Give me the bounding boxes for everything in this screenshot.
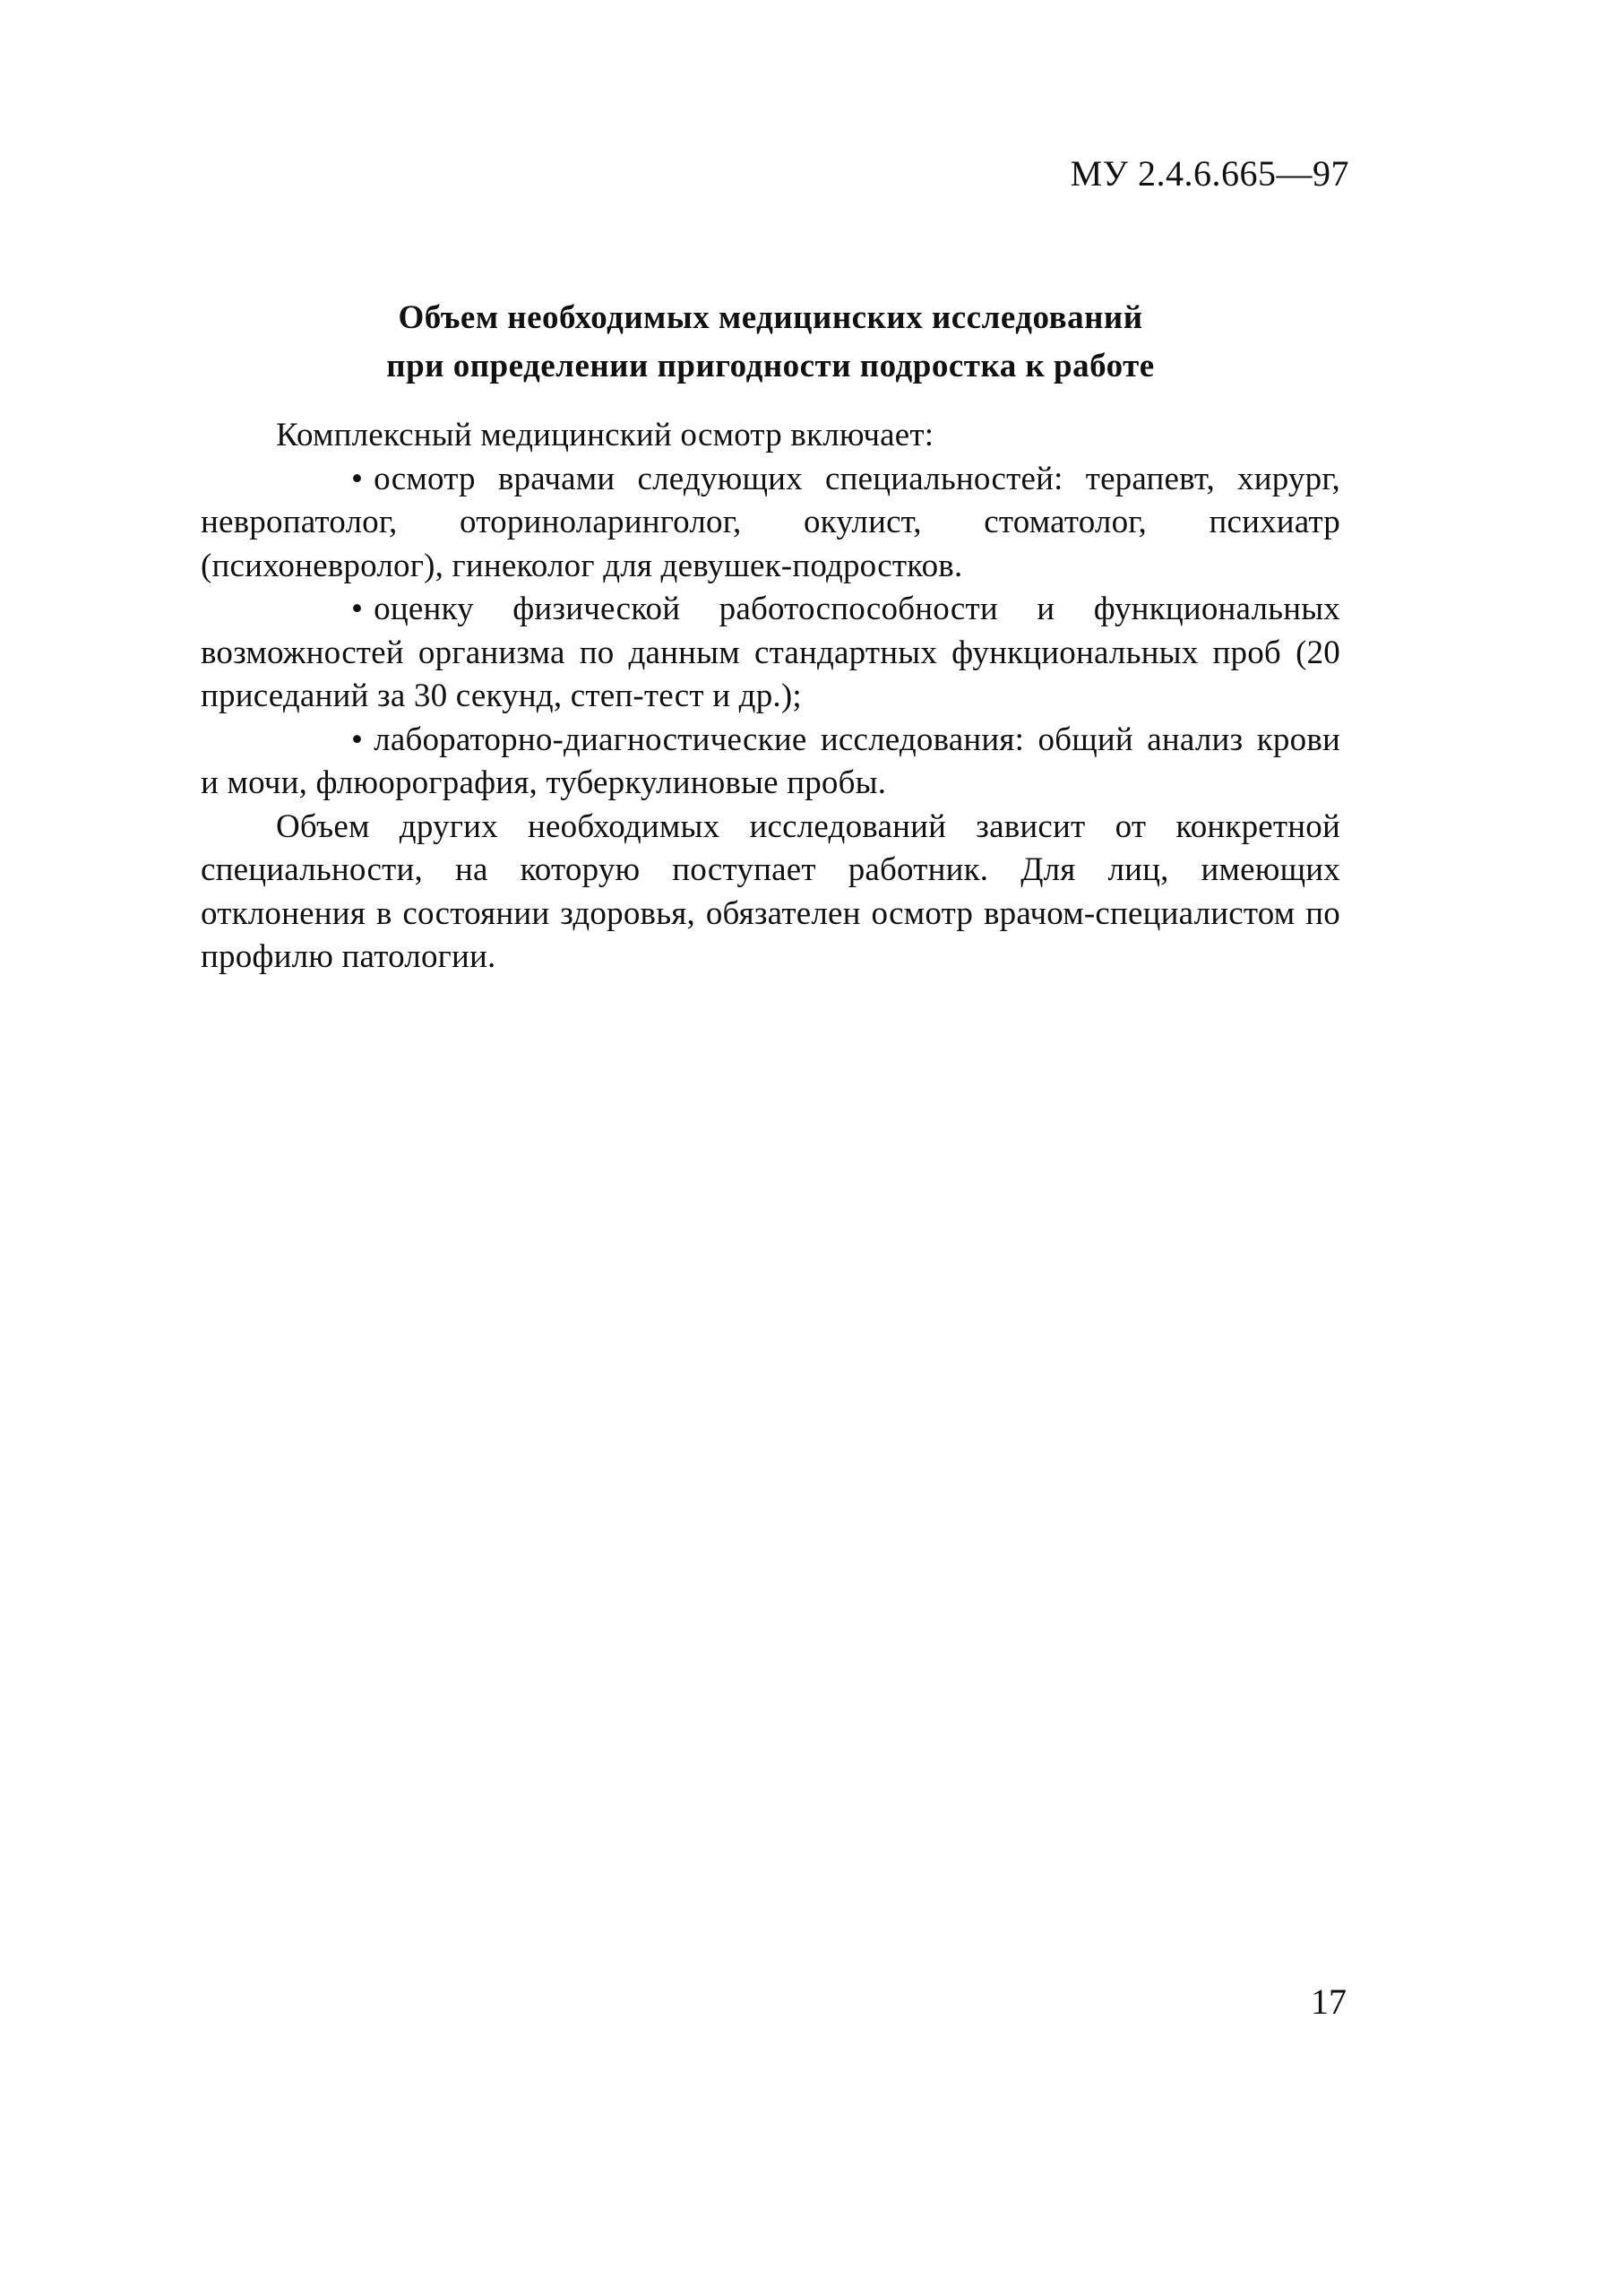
bullet-item-text: осмотр врачами следующих специальностей: терапевт, хирург, невропатолог, оториноларинголог, окулист, стоматолог, психиатр (психоневролог), гинеколог для девушек-подростков. xyxy=(201,460,1340,584)
intro-paragraph: Комплексный медицинский осмотр включает: xyxy=(276,417,934,453)
bullet-icon: • xyxy=(351,591,364,627)
bullet-icon: • xyxy=(351,460,364,497)
bullet-item-2 xyxy=(201,588,1340,719)
bullet-item-text: лабораторно-диагностические исследования: общий анализ крови и мочи, флюорография, туберкулиновые пробы. xyxy=(201,721,1340,801)
bullet-icon: • xyxy=(351,721,364,758)
section-title-line-1: Объем необходимых медицинских исследований xyxy=(398,299,1143,336)
closing-paragraph: Объем других необходимых исследований зависит от конкретной специальности, на которую поступает работник. Для лиц, имеющих отклонения в состоянии здоровья, обязателен осмотр врачом-специалистом по профилю патологии. xyxy=(201,807,1340,975)
section-title xyxy=(201,294,1340,391)
page-number: 17 xyxy=(1311,1981,1347,2022)
section-title-line-2: при определении пригодности подростка к работе xyxy=(386,348,1155,384)
bullet-item-text: оценку физической работоспособности и функциональных возможностей организма по данным стандартных функциональных проб (20 приседаний за 30 секунд, степ-тест и др.); xyxy=(201,591,1340,714)
bullet-item-1 xyxy=(201,458,1340,589)
body-text xyxy=(201,414,1340,980)
document-code: МУ 2.4.6.665—97 xyxy=(1070,153,1349,194)
bullet-item-3 xyxy=(201,719,1340,806)
